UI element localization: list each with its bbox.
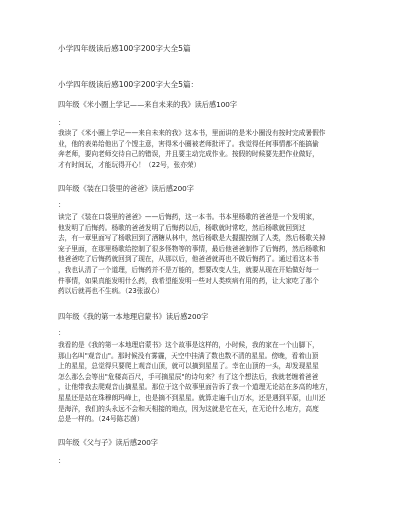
body-line: 去，有一章里面写了杨歌回到了酒糖从林中，然后杨歌是大握握控制了人类，然后杨歌关掉 <box>58 234 326 243</box>
body-line: 药以后就再也不生病。（23张淑心） <box>58 287 164 296</box>
body-line: 读完了《装在口袋里的爸爸》——后悔药，这一本书。书本里杨歌的爸爸是一个发明家， <box>58 213 319 221</box>
body-line: 我看的是《我的第一本地理启蒙书》这个故事是这样的，小时候，我的家在一个山脚下， <box>58 341 319 349</box>
body-line: 他发明了后悔药。杨歌的爸爸发明了后悔药以后，杨歌就时常吃，然后杨歌就回到过 <box>58 223 306 232</box>
section-heading: 四年级《父与子》读后感200字 <box>58 438 158 447</box>
body-line: 才有时间玩，才能玩得开心！（22号，张亦荣） <box>58 160 201 169</box>
section-colon: ： <box>58 328 66 337</box>
section-colon: ： <box>58 118 66 127</box>
document-subtitle: 小学四年级读后感100字200字大全5篇： <box>58 80 199 89</box>
body-line: 件事情，如果真能发明什么药，我希望能发明一些对人类疾病有用的药，让大家吃了那个 <box>58 276 319 285</box>
section-colon: ： <box>58 200 66 209</box>
body-line: 那山名叫"观音山"。那时候没有雾霾，天空中挂满了数也数不清的星星。傍晚，看着山顶 <box>58 351 319 360</box>
section-body <box>58 340 358 425</box>
body-line: 是海洋，我们的头永远不会和天相接的地点，因为这就是它在天，在无论什么地方，高度 <box>58 404 319 413</box>
section-body <box>58 128 358 170</box>
document-title: 小学四年级读后感100字200字大全5篇 <box>58 44 191 53</box>
body-line: 上的星星，总觉得只要爬上观音山顶，就可以摘到星星了。幸在山顶的一头，却发现星星 <box>58 362 319 371</box>
body-line: 我读了《米小圈上学记——来自未来的我》这本书，里面讲的是米小圈没有按时完成暑假作 <box>58 129 326 137</box>
body-line: 星星还是站在珠穆朗玛峰上，也是摘不到星星。就算走遍千山万水，还是遇到平原，山川还 <box>58 393 326 402</box>
body-line: ，我也认清了一个道理，后悔药并不是万能的，想要改变人生，就要从现在开始做好每一 <box>58 265 319 274</box>
body-line: 总是一样的。（24号陈芯茵） <box>58 415 144 424</box>
section-heading: 四年级《我的第一本地理启蒙书》读后感200字 <box>58 312 209 321</box>
section-body <box>58 212 358 297</box>
section-colon: ： <box>58 456 66 465</box>
body-line: 怎么那么会等出"危楼高百尺，手可摘星辰"的诗句来？有了这个想法后，我就老缠着爸爸 <box>58 372 319 381</box>
body-line: ，让他带我去爬观音山摘星星。那位于这个故事里面告诉了我一个道理无论站在多高的地方， <box>58 383 333 392</box>
body-line: 他爸爸吃了后悔药就回到了现在，从那以后，他爸爸就再也不做后悔药了。通过看这本书 <box>58 255 319 264</box>
body-line: 业，他的表弟给他出了个馊主意，害得米小圈被老师批评了。我觉得任何事情都不能搞偷 <box>58 139 319 148</box>
section-heading: 四年级《米小圈上学记——来自未来的我》读后感100字 <box>58 100 238 109</box>
section-heading: 四年级《装在口袋里的爸爸》读后感200字 <box>58 184 194 193</box>
body-line: 奔老师，要向老师交待自己的错误，并且要主动完成作业。按假的时候要先把作业做好， <box>58 150 319 159</box>
body-line: 宠子里面，在那里杨歌给控制了很多怪物等的事情，最后他爸爸制作了后悔药，然后杨歌和 <box>58 244 326 253</box>
